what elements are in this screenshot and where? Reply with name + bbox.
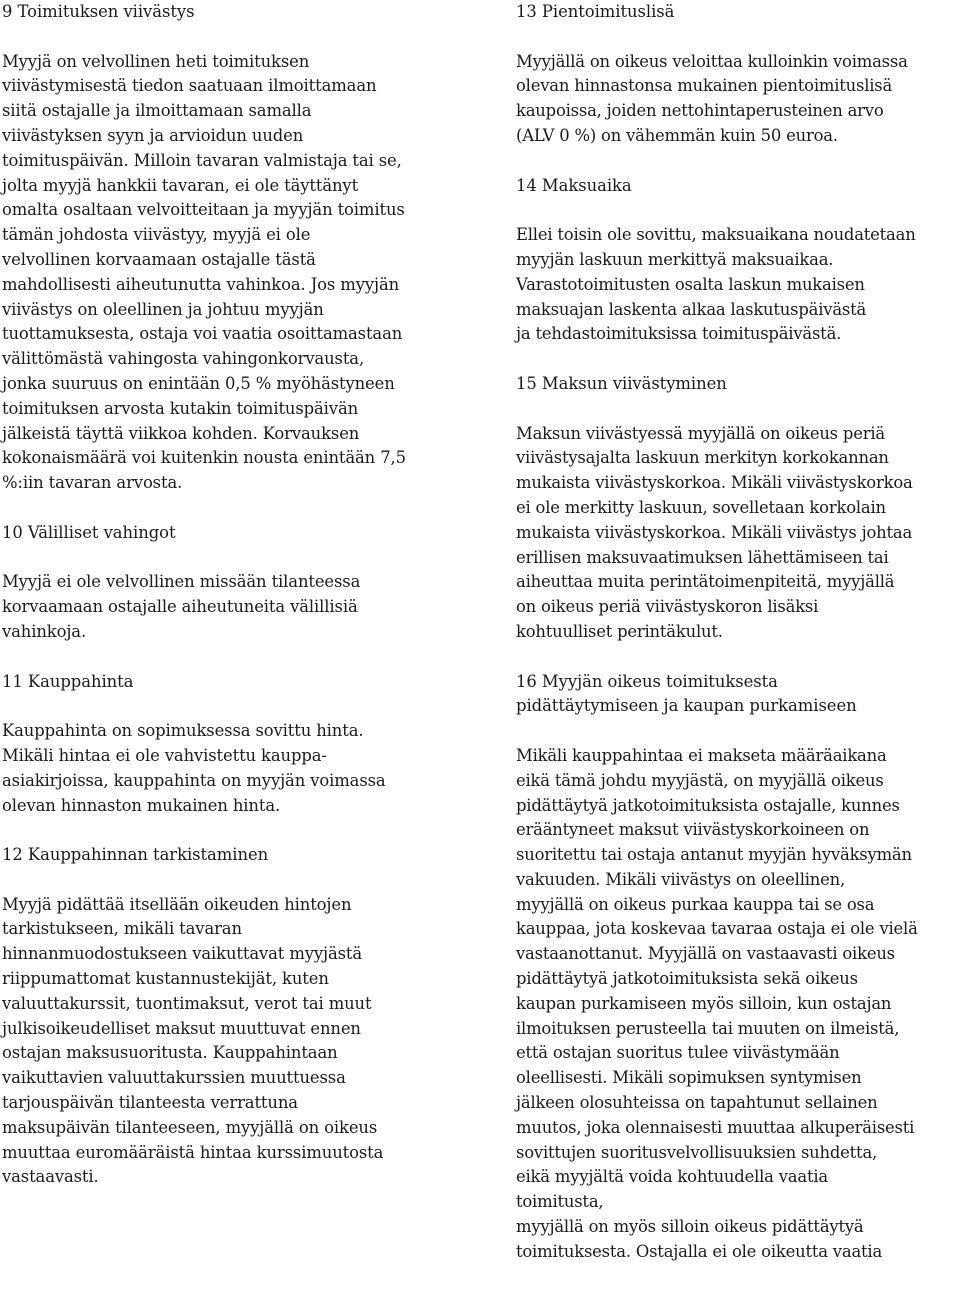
section-body: Myyjä pidättää itsellään oikeuden hintojen tarkistukseen, mikäli tavaran hinnanmuodostukseen vaikuttavat myyjästä riippumattomat kustannustekijät, kuten valuuttakurssit, tuontimaksut, verot tai muut julkisoikeudelliset maksut muuttuvat ennen ostajan maksusuoritusta. Kauppahintaan vaikuttavien valuuttakurssien muuttuessa tarjouspäivän tilanteesta verrattuna maksupäivän tilanteeseen, myyjällä on oikeus muuttaa euromääräistä hintaa kurssimuutosta vastaavasti. [2,894,384,1187]
section-heading: 13 Pientoimituslisä [516,2,675,21]
section-valilliset-vahingot [2,521,464,645]
section-maksun-viivastyminen [516,372,960,645]
section-body: Myyjällä on oikeus veloittaa kulloinkin voimassa olevan hinnastonsa mukainen pientoimituslisä kaupoissa, joiden nettohintaperusteinen arvo (ALV 0 %) on vähemmän kuin 50 euroa. [516,51,908,145]
section-kauppahinnan-tarkistaminen [2,843,464,1190]
section-heading: 15 Maksun viivästyminen [516,373,727,393]
section-heading: 16 Myyjän oikeus toimituksesta pidättäytymiseen ja kaupan purkamiseen [516,671,857,716]
section-kauppahinta [2,670,464,819]
section-body: Maksun viivästyessä myyjällä on oikeus periä viivästysajalta laskuun merkityn korkokannan mukaista viivästyskorkoa. Mikäli viivästyskorkoa ei ole merkitty laskuun, sovelletaan korkolain mukaista viivästyskorkoa. Mikäli viivästys johtaa erillisen maksuvaatimuksen lähettämiseen tai aiheuttaa muita perintätoimenpiteitä, myyjällä on oikeus periä viivästyskoron lisäksi kohtuulliset perintäkulut. [516,423,913,641]
right-column [516,0,960,1289]
section-heading: 14 Maksuaika [516,175,632,195]
section-body: Ellei toisin ole sovittu, maksuaikana noudatetaan myyjän laskuun merkittyä maksuaikaa. Varastotoimitusten osalta laskun mukaisen maksuajan laskenta alkaa laskutuspäivästä ja tehdastoimituksissa toimituspäivästä. [516,225,916,344]
section-pientoimituslisa [516,0,960,149]
section-heading: 12 Kauppahinnan tarkistaminen [2,845,269,865]
section-toimituksen-viivastys [2,0,464,496]
section-myyjan-oikeus-pidattaytymiseen [516,670,960,1265]
section-body: Mikäli kauppahintaa ei makseta määräaikana eikä tämä johdu myyjästä, on myyjällä oikeus pidättäytyä jatkotoimituksista ostajalle, kunnes erääntyneet maksut viivästyskorkoineen on suoritettu tai ostaja antanut myyjän hyväksymän vakuuden. Mikäli viivästys on oleellinen, myyjällä on oikeus purkaa kauppa tai se osa kauppaa, jota koskevaa tavaraa ostaja ei ole vielä vastaanottanut. Myyjällä on vastaavasti oikeus pidättäytyä jatkotoimituksista sekä oikeus kaupan purkamiseen myös silloin, kun ostajan ilmoituksen perusteella tai muuten on ilmeistä, että ostajan suoritus tulee viivästymään oleellisesti. Mikäli sopimuksen syntymisen jälkeen olosuhteissa on tapahtunut sellainen muutos, joka olennaisesti muuttaa alkuperäisesti sovittujen suoritusvelvollisuuksien suhdetta, eikä myyjältä voida kohtuudella vaatia toimitusta, myyjällä on myös silloin oikeus pidättäytyä toimituksesta. Ostajalla ei ole oikeutta vaatia [516,745,918,1261]
section-body: Myyjä on velvollinen heti toimituksen viivästymisestä tiedon saatuaan ilmoittamaan siitä ostajalle ja ilmoittamaan samalla viivästyksen syyn ja arvioidun uuden toimituspäivän. Milloin tavaran valmistaja tai se, jolta myyjä hankkii tavaran, ei ole täyttänyt omalta osaltaan velvoitteitaan ja myyjän toimitus tämän johdosta viivästyy, myyjä ei ole velvollinen korvaamaan ostajalle tästä mahdollisesti aiheutunutta vahinkoa. Jos myyjän viivästys on oleellinen ja johtuu myyjän tuottamuksesta, ostaja voi vaatia osoittamastaan välittömästä vahingosta vahingonkorvausta, jonka suuruus on enintään 0,5 % myöhästyneen toimituksen arvosta kutakin toimituspäivän jälkeistä täyttä viikkoa kohden. Korvauksen kokonaismäärä voi kuitenkin nousta enintään 7,5 %:iin tavaran arvosta. [2,51,406,493]
section-body: Kauppahinta on sopimuksessa sovittu hinta. Mikäli hintaa ei ole vahvistettu kauppa- asiakirjoissa, kauppahinta on myyjän voimassa olevan hinnaston mukainen hinta. [2,721,386,815]
section-heading: 10 Välilliset vahingot [2,522,176,542]
section-maksuaika [516,174,960,348]
section-body: Myyjä ei ole velvollinen missään tilanteessa korvaamaan ostajalle aiheutuneita välillisiä vahinkoja. [2,572,361,641]
section-heading: 11 Kauppahinta [2,671,134,691]
left-column [2,0,464,1215]
section-heading: 9 Toimituksen viivästys [2,2,195,21]
